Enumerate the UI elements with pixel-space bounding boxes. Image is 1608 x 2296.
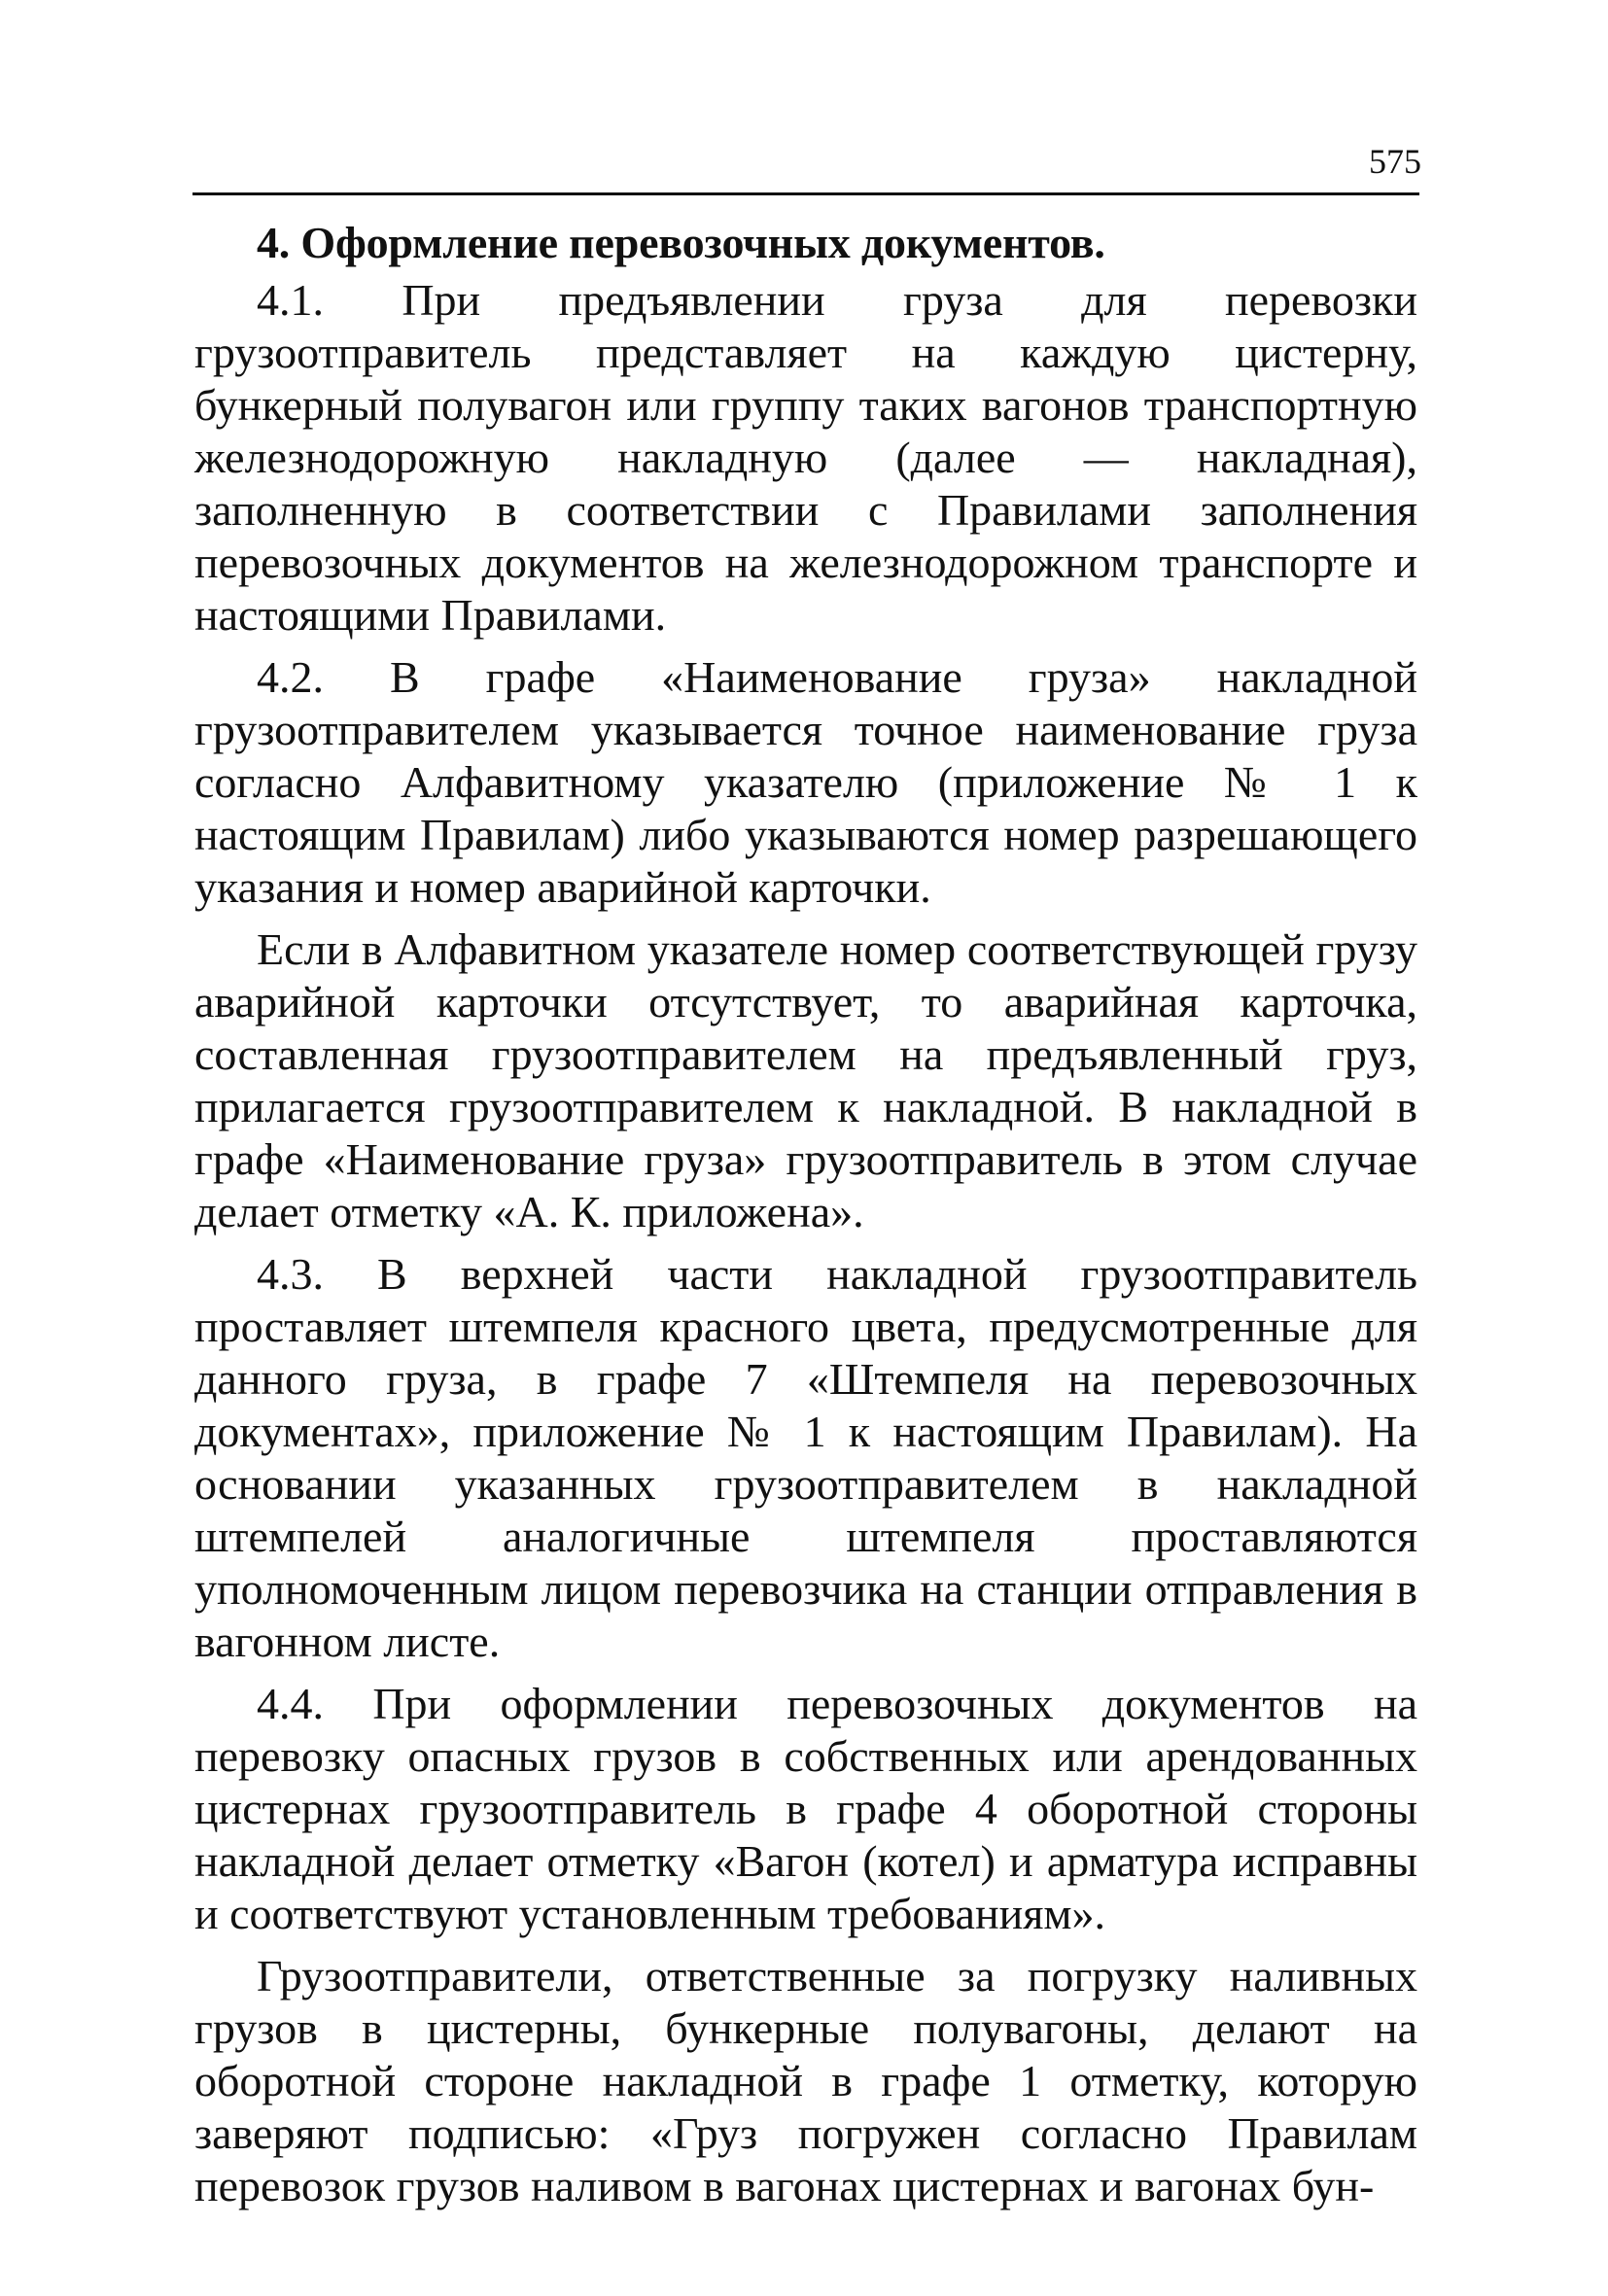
paragraph-4-2: 4.2. В графе «Наименование груза» накладной грузоотправителем указывается точное наименование груза согласно Алфавитному указателю (приложение № 1 к настоящим Правилам) либо указываются номер разрешающего указания и номер аварийной карточки. xyxy=(194,652,1417,912)
page-number: 575 xyxy=(1369,142,1421,181)
section-title: 4. Оформление перевозочных документов. xyxy=(257,218,1105,267)
paragraph-4-2-cont: Если в Алфавитном указателе номер соответствующей грузу аварийной карточки отсутствует, то аварийная карточка, составленная грузоотправителем на предъявленный груз, прилагается грузоотправителем к накладной. В накладной в графе «Наименование груза» грузоотправитель в этом случае делает отметку «А. К. приложена». xyxy=(194,924,1417,1236)
paragraph-4-1: 4.1. При предъявлении груза для перевозки грузоотправитель представляет на каждую цистерну, бункерный полувагон или группу таких вагонов транспортную железнодорожную накладную (далее — накладная), заполненную в соответствии с Правилами заполнения перевозочных документов на железнодорожном транспорте и настоящими Правилами. xyxy=(194,275,1417,640)
paragraph-4-4: 4.4. При оформлении перевозочных документов на перевозку опасных грузов в собственных или арендованных цистернах грузоотправитель в графе 4 оборотной стороны накладной делает отметку «Вагон (котел) и арматура исправны и соответствуют установленным требованиям». xyxy=(194,1679,1417,1938)
paragraph-4-4-cont: Грузоотправители, ответственные за погрузку наливных грузов в цистерны, бункерные полувагоны, делают на оборотной стороне накладной в графе 1 отметку, которую заверяют подписью: «Груз погружен согласно Правилам перевозок грузов наливом в вагонах цистернах и вагонах бун- xyxy=(194,1951,1417,2210)
header-rule xyxy=(192,192,1419,195)
paragraph-4-3: 4.3. В верхней части накладной грузоотправитель проставляет штемпеля красного цвета, предусмотренные для данного груза, в графе 7 «Штемпеля на перевозочных документах», приложение № 1 к настоящим Правилам). На основании указанных грузоотправителем в накладной штемпелей аналогичные штемпеля проставляются уполномоченным лицом перевозчика на станции отправления в вагонном листе. xyxy=(194,1249,1417,1666)
page-body xyxy=(194,216,1417,2212)
